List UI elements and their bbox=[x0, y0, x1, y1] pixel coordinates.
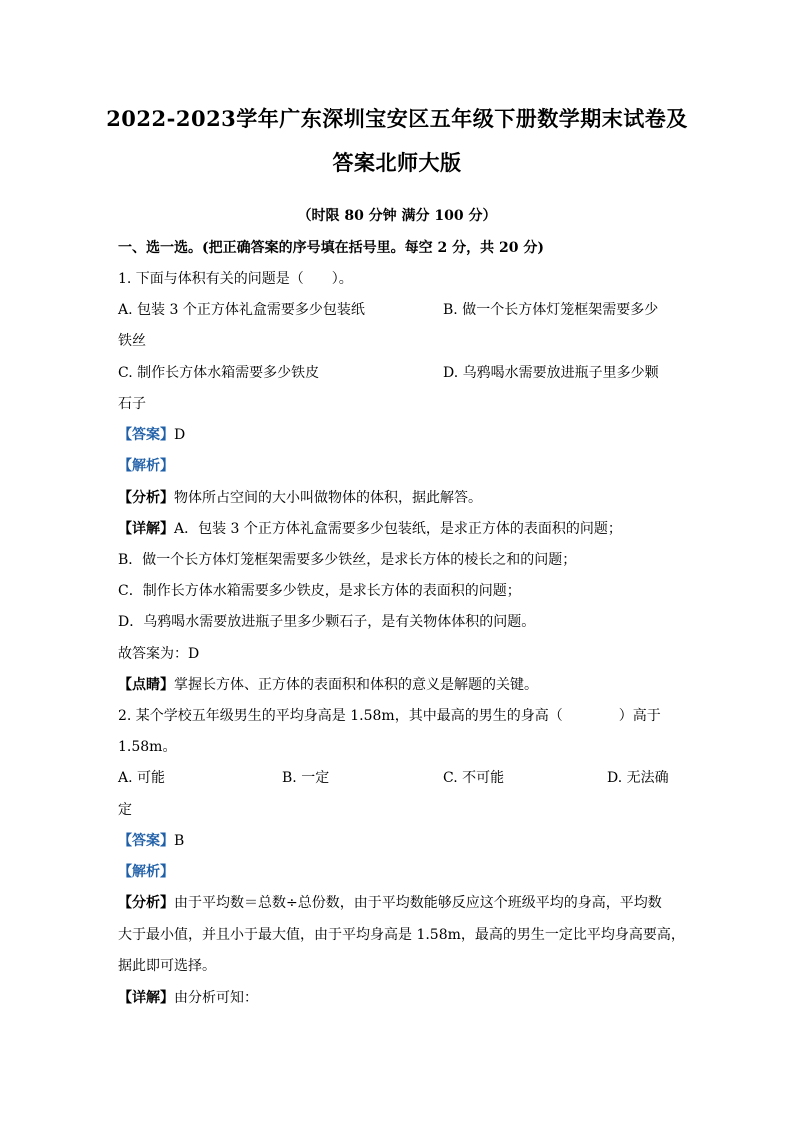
q2-option-c: C. 不可能 bbox=[443, 770, 505, 786]
dianjing-label: 【点睛】 bbox=[118, 677, 174, 693]
q2-answer bbox=[118, 831, 184, 851]
q1-analysis-label bbox=[118, 456, 174, 476]
xiangjie-label: 【详解】 bbox=[118, 521, 174, 537]
xiangjie-a-text: A．包装 3 个正方体礼盒需要多少包装纸，是求正方体的表面积的问题； bbox=[174, 521, 622, 537]
q2-option-a: A. 可能 bbox=[118, 770, 166, 786]
analysis-label: 【解析】 bbox=[118, 864, 174, 880]
q1-fenxi bbox=[118, 488, 482, 508]
answer-value: B bbox=[174, 833, 185, 849]
section-heading: 一、选一选。(把正确答案的序号填在括号里。每空 2 分，共 20 分) bbox=[118, 240, 544, 256]
q2-stem-line2: 1.58m。 bbox=[118, 739, 177, 755]
q1-conclusion: 故答案为：D bbox=[118, 646, 200, 662]
q2-fenxi-line1 bbox=[118, 893, 662, 913]
q1-xiangjie-b: B．做一个长方体灯笼框架需要多少铁丝，是求长方体的棱长之和的问题； bbox=[118, 552, 577, 568]
fenxi-label: 【分析】 bbox=[118, 490, 174, 506]
fenxi-line1-text: 由于平均数＝总数÷总份数，由于平均数能够反应这个班级平均的身高，平均数 bbox=[174, 895, 662, 911]
q1-answer bbox=[118, 425, 185, 445]
q2-stem-line1: 2. 某个学校五年级男生的平均身高是 1.58m，其中最高的男生的身高（ ）高于 bbox=[118, 708, 661, 724]
q1-option-b-cont: 铁丝 bbox=[118, 333, 146, 349]
q1-option-d: D. 乌鸦喝水需要放进瓶子里多少颗 bbox=[443, 365, 659, 381]
q1-xiangjie-d: D．乌鸦喝水需要放进瓶子里多少颗石子，是有关物体体积的问题。 bbox=[118, 614, 536, 630]
q1-xiangjie-a bbox=[118, 519, 622, 539]
fenxi-label: 【分析】 bbox=[118, 895, 174, 911]
answer-label: 【答案】 bbox=[118, 833, 174, 849]
q1-xiangjie-c: C．制作长方体水箱需要多少铁皮，是求长方体的表面积的问题； bbox=[118, 583, 521, 599]
q1-option-c: C. 制作长方体水箱需要多少铁皮 bbox=[118, 365, 320, 381]
fenxi-text: 物体所占空间的大小叫做物体的体积，据此解答。 bbox=[174, 490, 482, 506]
q2-xiangjie bbox=[118, 988, 258, 1008]
q1-option-b: B. 做一个长方体灯笼框架需要多少 bbox=[443, 302, 659, 318]
q1-option-a: A. 包装 3 个正方体礼盒需要多少包装纸 bbox=[118, 302, 365, 318]
q2-option-d: D. 无法确 bbox=[607, 770, 669, 786]
dianjing-text: 掌握长方体、正方体的表面积和体积的意义是解题的关键。 bbox=[174, 677, 538, 693]
document-title-line2: 答案北师大版 bbox=[332, 150, 462, 175]
q2-fenxi-line3: 据此即可选择。 bbox=[118, 958, 216, 974]
answer-label: 【答案】 bbox=[118, 427, 174, 443]
analysis-label: 【解析】 bbox=[118, 458, 174, 474]
answer-value: D bbox=[174, 427, 186, 443]
q1-stem: 1. 下面与体积有关的问题是（ ）。 bbox=[118, 271, 353, 287]
q2-option-b: B. 一定 bbox=[282, 770, 330, 786]
q1-dianjing bbox=[118, 675, 538, 695]
xiangjie-text: 由分析可知： bbox=[174, 990, 258, 1006]
q2-fenxi-line2: 大于最小值，并且小于最大值，由于平均身高是 1.58m，最高的男生一定比平均身高要高， bbox=[118, 927, 685, 943]
q1-option-d-cont: 石子 bbox=[118, 396, 146, 412]
xiangjie-label: 【详解】 bbox=[118, 990, 174, 1006]
q2-option-d-cont: 定 bbox=[118, 802, 132, 818]
document-title-line1: 2022-2023学年广东深圳宝安区五年级下册数学期末试卷及 bbox=[106, 106, 688, 131]
q2-analysis-label bbox=[118, 862, 174, 882]
exam-subtitle: （时限 80 分钟 满分 100 分） bbox=[297, 208, 497, 224]
